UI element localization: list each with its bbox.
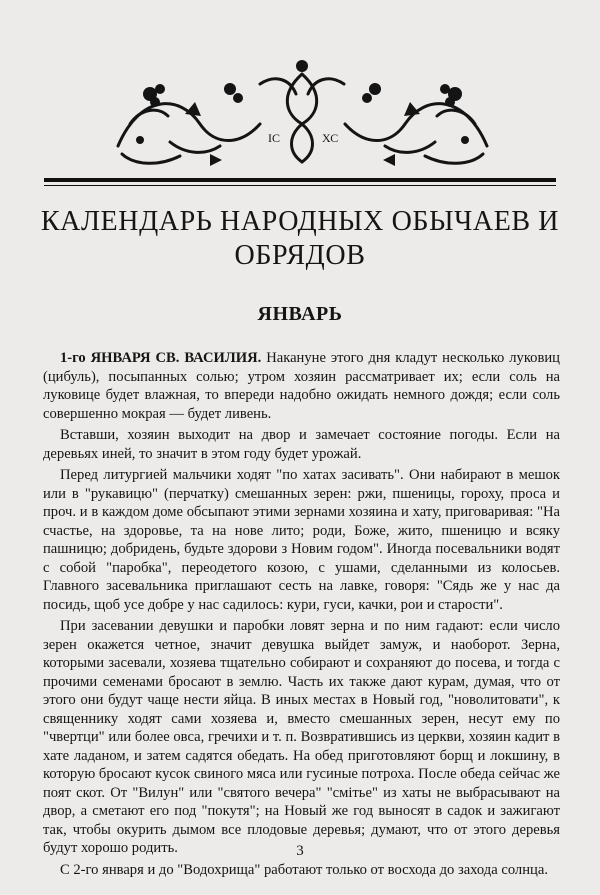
- section-heading-month: ЯНВАРЬ: [257, 303, 343, 325]
- page-title: КАЛЕНДАРЬ НАРОДНЫХ ОБЫЧАЕВ И ОБРЯДОВ: [40, 206, 560, 271]
- paragraph-text: Накануне этого дня кладут несколько луковиц (цибуль), посыпанных солью; утром хозяин рассматривает их; если соль на луковице будет влажная, то впереди надобно ожидать немного дождя; если соль совершенно мокрая — будет ливень.: [43, 350, 560, 422]
- body-text: [43, 349, 560, 882]
- monogram-left: ІС: [268, 131, 280, 145]
- paragraph: При засевании девушки и паробки ловят зерна и по ним гадают: если число зерен окажется четное, значит девушка выйдет замуж, и наоборот. Зерна, которыми засевали, хозяева тщательно собирают и сохраняют до посева, и тогда с прочими семенами бросают в землю. Часть их также дают курам, думая, что от этого они будут чаще нести яйца. В иных местах в Новый год, "новолитовати", к священнику ходят сами хозяева и, вместо смешанных зерен, несут ему по "чвертци" или более овса, гречихи и т. п. Возвратившись из церкви, хозяин кадит в хате ладаном, и затем садятся обедать. На обед приготовляют борщ и локшину, в которую бросают кусок свиного мяса или гусиные потроха. После обеда сейчас же поят скот. От "Вилун" или "святого вечера" "смiтье" из хаты не выбрасывают на двор, а сметают его под "покутя"; на Новый же год выносят в садок и зажигают так, чтобы окурить дымом все плодовые деревья; думают, что от этого деревья будут хорошо родить.: [43, 618, 560, 856]
- page-number: 3: [296, 843, 304, 859]
- paragraph: С 2-го января и до "Водохрища" работают только от восхода до захода солнца.: [60, 861, 548, 878]
- monogram-right: ХС: [322, 131, 339, 145]
- paragraph: [43, 349, 560, 423]
- entry-date-heading: 1-го ЯНВАРЯ СВ. ВАСИЛИЯ.: [60, 350, 262, 366]
- paragraph: Перед литургией мальчики ходят "по хатах засивать". Они набирают в мешок или в "рукавицю" (перчатку) смешанных зерен: ржи, пшеницы, гороху, проса и проч. и в каждом доме обсыпают этими зернами хозяина и хату, приговаривая: "На счастье, на здоровье, та на нове лито; роди, Боже, жито, пшеницю и всяку пашницю; добридень, будьте здорови з Новим годом". Иногда посевальники водят с собой "паробка", переодетого козою, с ушами, сделанными из колосьев. Главного засевальника приглашают сесть на лавке, говоря: "Сядь же у нас да посидь, щоб усе добре у нас садилось: кури, гуси, качки, рои и старости".: [43, 467, 560, 613]
- header-rule-thin: [44, 185, 556, 186]
- header-ornament: [110, 54, 495, 174]
- paragraph: Вставши, хозяин выходит на двор и замечает состояние погоды. Если на деревьях иней, то значит в этом году будет урожай.: [43, 427, 560, 462]
- header-rule-thick: [44, 178, 556, 182]
